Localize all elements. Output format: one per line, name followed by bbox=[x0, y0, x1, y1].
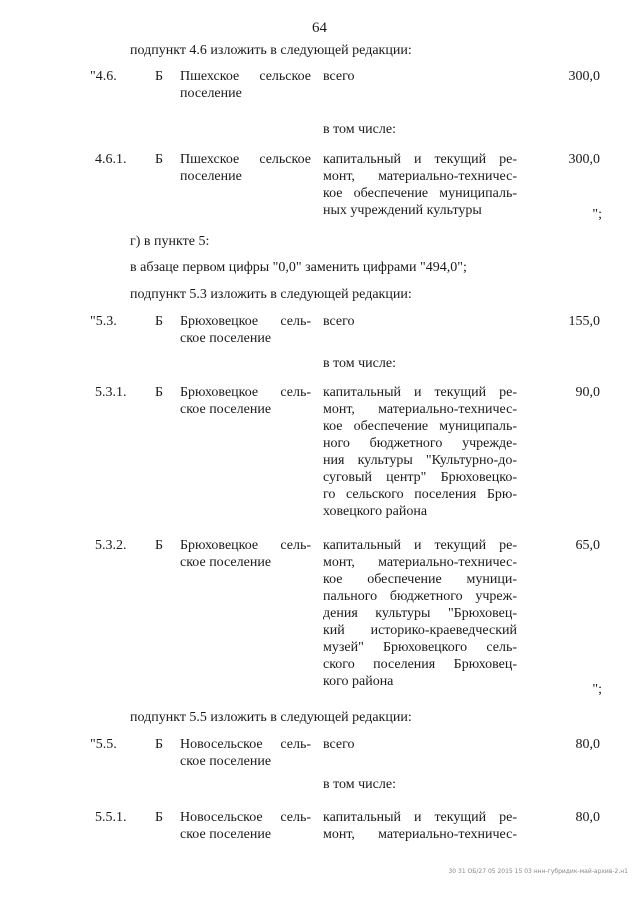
row-name: Новосельское сель- ское поселение bbox=[180, 810, 311, 842]
row-code: Б bbox=[155, 538, 164, 553]
row-amount: 300,0 bbox=[568, 69, 600, 84]
row-name: Брюховецкое сель- ское поселение bbox=[180, 314, 311, 346]
subparagraph-5-3-heading: подпункт 5.3 изложить в следующей редакции: bbox=[130, 287, 412, 302]
row-number: 5.3.2. bbox=[95, 538, 127, 553]
row-description: всего bbox=[323, 314, 355, 329]
row-number: "5.5. bbox=[90, 737, 117, 752]
subparagraph-4-6-heading: подпункт 4.6 изложить в следующей редакции: bbox=[130, 43, 412, 58]
row-name: Брюховецкое сель- ское поселение bbox=[180, 385, 311, 417]
row-description: капитальный и текущий ре- монт, материально-техничес- кое обеспечение муници- пального бюджетного учреж- дения культуры "Брюховец- кий историко-краеведческий музей" Брюховецкого сель- ского поселения Брюховец- кого района bbox=[323, 538, 517, 689]
page-number: 64 bbox=[312, 20, 327, 36]
row-description: всего bbox=[323, 69, 355, 84]
row-name: Новосельское сель- ское поселение bbox=[180, 737, 311, 769]
item-g-point-5: г) в пункте 5: bbox=[130, 234, 210, 249]
row-description: капитальный и текущий ре- монт, материально-техничес- bbox=[323, 810, 517, 842]
row-amount: 155,0 bbox=[568, 314, 600, 329]
row-amount: 80,0 bbox=[575, 810, 600, 825]
row-code: Б bbox=[155, 314, 164, 329]
closing-quote: "; bbox=[592, 207, 602, 222]
row-code: Б bbox=[155, 385, 164, 400]
row-amount: 80,0 bbox=[575, 737, 600, 752]
row-code: Б bbox=[155, 810, 164, 825]
row-number: 5.5.1. bbox=[95, 810, 127, 825]
row-code: Б bbox=[155, 152, 164, 167]
including-label: в том числе: bbox=[323, 356, 396, 371]
including-label: в том числе: bbox=[323, 122, 396, 137]
row-number: 4.6.1. bbox=[95, 152, 127, 167]
row-name: Пшехское сельское поселение bbox=[180, 152, 311, 184]
row-number: "4.6. bbox=[90, 69, 117, 84]
row-name: Брюховецкое сель- ское поселение bbox=[180, 538, 311, 570]
row-number: 5.3.1. bbox=[95, 385, 127, 400]
row-code: Б bbox=[155, 737, 164, 752]
row-code: Б bbox=[155, 69, 164, 84]
row-description: всего bbox=[323, 737, 355, 752]
including-label: в том числе: bbox=[323, 777, 396, 792]
row-amount: 90,0 bbox=[575, 385, 600, 400]
row-amount: 65,0 bbox=[575, 538, 600, 553]
footer-stamp: 30 31 ОБ/27 05 2015 15 03 ннн-губридик-май-архив-2.н1 bbox=[448, 868, 628, 875]
row-number: "5.3. bbox=[90, 314, 117, 329]
row-description: капитальный и текущий ре- монт, материально-техничес- кое обеспечение муниципаль- ного бюджетного учрежде- ния культуры "Культурно-до- суговый центр" Брюховецко- го сельского поселения Брю- ховецкого района bbox=[323, 385, 517, 519]
closing-quote: "; bbox=[592, 682, 602, 697]
row-amount: 300,0 bbox=[568, 152, 600, 167]
subparagraph-5-5-heading: подпункт 5.5 изложить в следующей редакции: bbox=[130, 710, 412, 725]
row-description: капитальный и текущий ре- монт, материально-техничес- кое обеспечение муниципаль- ных учреждений культуры bbox=[323, 152, 517, 218]
row-name: Пшехское сельское поселение bbox=[180, 69, 311, 101]
paragraph-one-replacement: в абзаце первом цифры "0,0" заменить цифрами "494,0"; bbox=[130, 260, 467, 275]
